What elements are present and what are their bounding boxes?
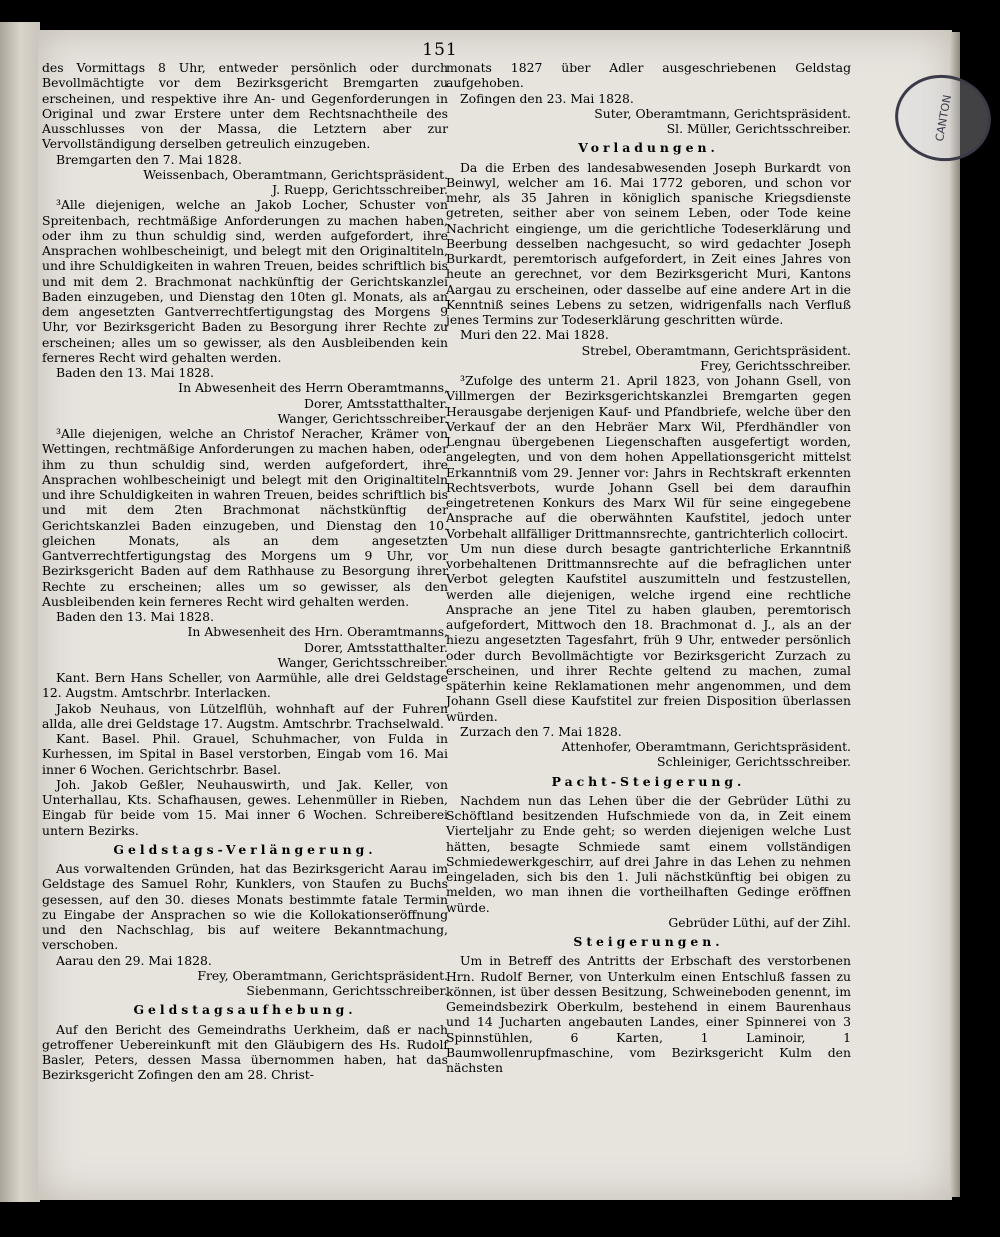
signature: Frey, Gerichtsschreiber. xyxy=(700,357,851,373)
page-number: 151 xyxy=(422,40,458,60)
signature: Dorer, Amtsstatthalter. xyxy=(304,639,448,655)
paragraph: des Vormittags 8 Uhr, entweder persönlich oder durch Bevollmächtigte vor dem Bezirksgericht Bremgarten zu erscheinen, und respektive ihre An- und Gegenforderungen in Original und zwar Erstere unter dem Rechtsnachtheile des Ausschlusses von der Massa, die Letztern aber zur Vervollständigung derselben getreulich einzugeben. xyxy=(42,60,448,152)
place-date: Muri den 22. Mai 1828. xyxy=(460,327,609,343)
left-column xyxy=(42,60,448,1083)
place-date: Baden den 13. Mai 1828. xyxy=(56,609,214,624)
signature: Weissenbach, Oberamtmann, Gerichtspräsident. xyxy=(143,166,448,182)
paragraph: ³Zufolge des unterm 21. April 1823, von Johann Gsell, von Villmergen der Bezirksgerichtskanzlei Bremgarten gegen Herausgabe derjenigen Kauf- und Pfandbriefe, welche über den Verkauf der an den Hebräer Marx Wil, Pferdhändler von Lengnau übergebenen Liegenschaften ausgefertigt worden, angelegten, und von dem hohen Appellationsgericht mittelst Erkanntniß vom 29. Jenner vor: Jahrs in Rechtskraft erkennten Rechtsverbots, wurde Johann Gsell bei dem daraufhin eingetretenen Konkurs des Marx Wil für seine eingegebene Ansprache auf die oberwähnten Kaufstitel, jedoch unter Vorbehalt allfälliger Drittmannsrechte, gantrichterlich collocirt. xyxy=(446,373,851,541)
signature: Attenhofer, Oberamtmann, Gerichtspräsident. xyxy=(561,739,851,754)
stamp-text: CANTON xyxy=(932,93,954,143)
listing: Kant. Bern Hans Scheller, von Aarmühle, alle drei Geldstage 12. Augstm. Amtschrbr. Interlacken. xyxy=(42,670,448,701)
section-heading: Vorladungen. xyxy=(578,140,719,156)
place-date: Bremgarten den 7. Mai 1828. xyxy=(56,151,242,167)
section-heading: Geldstagsaufhebung. xyxy=(133,1002,357,1018)
signature: J. Ruepp, Gerichtsschreiber. xyxy=(272,182,448,197)
paragraph: monats 1827 über Adler ausgeschriebenen Geldstag aufgehoben. xyxy=(446,60,851,91)
listing: Kant. Basel. Phil. Grauel, Schuhmacher, von Fulda in Kurhessen, im Spital in Basel verstorben, Eingab vom 16. Mai inner 6 Wochen. Gerichtschrbr. Basel. xyxy=(42,731,448,777)
section-heading: Steigerungen. xyxy=(573,934,724,949)
paragraph: ³Alle diejenigen, welche an Christof Neracher, Krämer von Wettingen, rechtmäßige Anforderungen zu machen haben, oder ihm zu thun schuldig sind, werden aufgefordert, ihre Ansprachen wohlbescheinigt und belegt mit den Originaltiteln und ihre Schuldigkeiten in wahren Treuen, beides schriftlich bis und mit dem 2ten Brachmonat nächstkünftig der Gerichtskanzlei Baden einzugeben, und Dienstag den 10. gleichen Monats, als an dem angesetzten Gantverrechtfertigungstag des Morgens um 9 Uhr, vor Bezirksgericht Baden auf dem Rathhause zu Besorgung ihrer Rechte zu erscheinen; alles um so gewisser, als den Ausbleibenden kein ferneres Recht wird gehalten werden. xyxy=(42,426,448,609)
place-date: Baden den 13. Mai 1828. xyxy=(56,365,214,380)
signature: Strebel, Oberamtmann, Gerichtspräsident. xyxy=(581,342,851,358)
paragraph: Um nun diese durch besagte gantrichterliche Erkanntniß vorbehaltenen Drittmannsrechte auf die befraglichen unter Verbot gelegten Kaufstitel auszumitteln und festzustellen, werden alle diejenigen, welche irgend eine rechtliche Ansprache an jene Titel zu haben glauben, peremtorisch aufgefordert, Mittwoch den 18. Brachmonat d. J., als an der hiezu angesetzten Tagesfahrt, früh 9 Uhr, entweder persönlich oder durch Bevollmächtigte vor Bezirksgericht Zurzach zu erscheinen, und ihrer Rechte geltend zu machen, zumal späterhin keine Reklamationen mehr angenommen, und dem Johann Gsell diese Kaufstitel zur freien Disposition überlassen würden. xyxy=(446,540,851,724)
signature: Gebrüder Lüthi, auf der Zihl. xyxy=(668,914,851,930)
signature: Suter, Oberamtmann, Gerichtspräsident. xyxy=(594,105,851,121)
paragraph: Da die Erben des landesabwesenden Joseph Burkardt von Beinwyl, welcher am 16. Mai 1772 geboren, und schon vor mehr, als 35 Jahren in königlich spanische Kriegsdienste getreten, seither aber von seinem Leben, oder Tode keine Nachricht eingienge, um die gerichtliche Todeserklärung und Beerbung desselben nachgesucht, so wird gedachter Joseph Burkardt, peremtorisch aufgefordert, in Zeit eines Jahres von heute an gerechnet, vor dem Bezirksgericht Muri, Kantons Aargau zu erscheinen, oder dasselbe auf eine andere Art in die Kenntniß seines Lebens zu setzen, widrigenfalls nach Verfluß jenes Termins zur Todeserklärung geschritten würde. xyxy=(446,159,851,327)
paragraph: Auf den Bericht des Gemeindraths Uerkheim, daß er nach getroffener Uebereinkunft mit den Gläubigern des Hs. Rudolf Basler, Peters, dessen Massa übernommen haben, hat das Bezirksgericht Zofingen den am 28. Christ- xyxy=(42,1021,448,1083)
paragraph: Nachdem nun das Lehen über die der Gebrüder Lüthi zu Schöftland besitzenden Hufschmiede von da, in Zeit einem Vierteljahr zu Ende geht; so werden diejenigen welche Lust hätten, besagte Schmiede samt einem vollständigen Schmiedewerkgeschirr, auf drei Jahre in das Lehen zu nehmen eingeladen, sich bis den 1. Juli nächstkünftig bei obigen zu melden, wo man ihnen die vortheilhaften Gedinge eröffnen würde. xyxy=(446,792,851,915)
signature: Siebenmann, Gerichtsschreiber. xyxy=(246,983,448,998)
signature: Wanger, Gerichtsschreiber. xyxy=(277,410,448,426)
place-date: Zofingen den 23. Mai 1828. xyxy=(460,90,634,106)
page-edge xyxy=(950,32,960,1197)
signature: Wanger, Gerichtsschreiber. xyxy=(277,654,448,670)
signature: In Abwesenheit des Herrn Oberamtmanns, xyxy=(178,380,448,396)
paragraph: Aus vorwaltenden Gründen, hat das Bezirksgericht Aarau im Geldstage des Samuel Rohr, Kunklers, von Staufen zu Buchs gesessen, auf den 30. dieses Monats bestimmte fatale Termin zu Eingabe der Ansprachen so wie die Kollokationseröffnung und den Nachschlag, bis auf weitere Bekanntmachung, verschoben. xyxy=(42,861,448,953)
place-date: Aarau den 29. Mai 1828. xyxy=(56,952,212,968)
signature: Dorer, Amtsstatthalter. xyxy=(304,395,448,411)
right-column xyxy=(446,60,851,1075)
place-date: Zurzach den 7. Mai 1828. xyxy=(460,723,622,739)
listing: Joh. Jakob Geßler, Neuhauswirth, und Jak. Keller, von Unterhallau, Kts. Schafhausen, gewes. Lehenmüller in Rieben, Eingab für beide vom 15. Mai inner 6 Wochen. Schreiberei untern Bezirks. xyxy=(42,776,448,838)
signature: In Abwesenheit des Hrn. Oberamtmanns, xyxy=(187,624,448,640)
signature: Frey, Oberamtmann, Gerichtspräsident. xyxy=(197,967,448,983)
signature: Sl. Müller, Gerichtsschreiber. xyxy=(666,121,851,136)
section-heading: Geldstags-Verlängerung. xyxy=(113,841,377,857)
book-spine xyxy=(0,22,40,1202)
section-heading: Pacht-Steigerung. xyxy=(551,773,746,789)
listing: Jakob Neuhaus, von Lützelflüh, wohnhaft auf der Fuhren allda, alle drei Geldstage 17. Augstm. Amtschrbr. Trachselwald. xyxy=(42,700,448,731)
signature: Schleiniger, Gerichtsschreiber. xyxy=(657,754,851,770)
paragraph: ³Alle diejenigen, welche an Jakob Locher, Schuster von Spreitenbach, rechtmäßige Anforderungen zu machen haben, oder ihm zu thun schuldig sind, werden aufgefordert, ihre Ansprachen wohlbescheinigt, und belegt mit den Originaltiteln, und ihre Schuldigkeiten in wahren Treuen, beides schriftlich bis und mit dem 2. Brachmonat nachkünftig der Gerichtskanzlei Baden einzugeben, und Dienstag den 10ten gl. Monats, als an dem angesetzten Gantverrechtfertigungstag des Morgens 9 Uhr, vor Bezirksgericht Baden zu Besorgung ihrer Rechte zu erscheinen; alles um so gewisser, als den Ausbleibenden kein ferneres Recht wird gehalten werden. xyxy=(42,197,448,365)
paragraph: Um in Betreff des Antritts der Erbschaft des verstorbenen Hrn. Rudolf Berner, von Unterkulm einen Entschluß fassen zu können, ist über dessen Besitzung, Schweineboden genennt, im Gemeindsbezirk Oberkulm, bestehend in einem Baurenhaus und 14 Jucharten angebauten Landes, einer Spinnerei von 3 Spinnstühlen, 6 Karten, 1 Laminoir, 1 Baumwollenrupfmaschine, vom Bezirksgericht Kulm den nächsten xyxy=(446,953,851,1075)
